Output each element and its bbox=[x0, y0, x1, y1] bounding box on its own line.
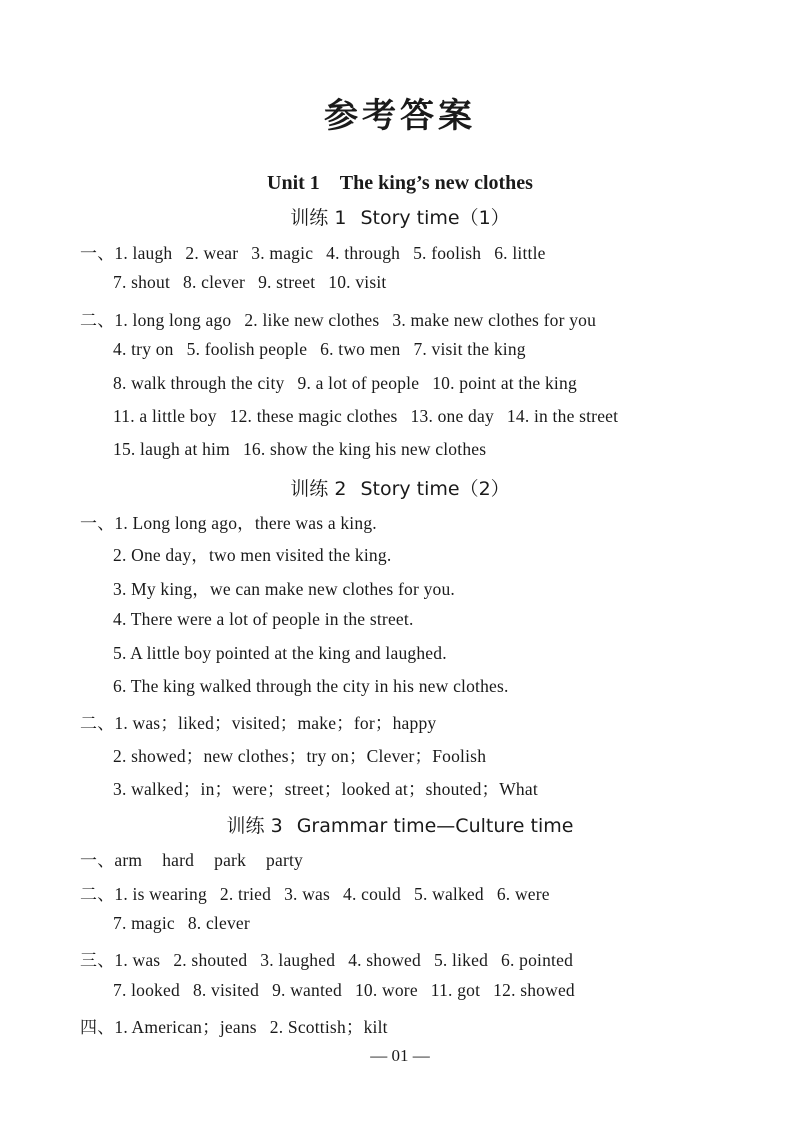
answer-item: 4. showed bbox=[348, 950, 421, 970]
answer-item: 3. laughed bbox=[260, 950, 336, 970]
answer-item: 5. liked bbox=[433, 950, 489, 970]
section-marker: 四、 bbox=[80, 1018, 115, 1038]
answer-item: 2. tried bbox=[219, 884, 272, 904]
answer-item: 7. magic bbox=[113, 913, 175, 933]
answer-sentence: 6. The king walked through the city in his new clothes. bbox=[113, 676, 509, 696]
lesson-name: Grammar time—Culture time bbox=[296, 815, 574, 837]
answer-item: 1. laugh bbox=[114, 243, 173, 263]
answer-item: 5. foolish bbox=[413, 243, 482, 263]
answer-sentence: 2. showed；new clothes；try on；Clever；Foolish bbox=[113, 746, 487, 766]
lesson1-part1-row1 bbox=[80, 239, 760, 264]
section-marker: 一、 bbox=[80, 244, 115, 264]
answer-item: 10. wore bbox=[354, 980, 418, 1000]
answer-item: 6. were bbox=[496, 884, 550, 904]
lesson3-part2-row1 bbox=[80, 880, 760, 905]
answer-item: 4. try on bbox=[113, 339, 174, 359]
lesson-2-heading bbox=[0, 474, 800, 501]
answer-item: 13. one day bbox=[410, 406, 494, 426]
answer-sentence: 1. Long long ago，there was a king. bbox=[114, 513, 377, 533]
section-marker: 一、 bbox=[80, 851, 115, 871]
answer-item: 2. like new clothes bbox=[244, 310, 380, 330]
answer-item: 8. visited bbox=[192, 980, 260, 1000]
answer-item: 4. could bbox=[343, 884, 401, 904]
answer-item: 3. make new clothes for you bbox=[392, 310, 597, 330]
answer-item: 15. laugh at him bbox=[113, 439, 230, 459]
lesson-1-heading bbox=[0, 203, 800, 230]
answer-item: 6. little bbox=[494, 243, 546, 263]
lesson1-part2-row1 bbox=[80, 306, 760, 331]
answer-item: 11. a little boy bbox=[113, 406, 217, 426]
lesson3-part3-row1 bbox=[80, 946, 760, 971]
lesson2-part1-row2 bbox=[113, 542, 793, 567]
lesson-3-heading bbox=[0, 811, 800, 838]
lesson1-part2-row3 bbox=[113, 373, 793, 394]
answer-item: 8. clever bbox=[183, 272, 246, 292]
answer-sentence: 3. walked；in；were；street；looked at；shouted；What bbox=[113, 779, 538, 799]
section-marker: 一、 bbox=[80, 514, 115, 534]
answer-item: 6. two men bbox=[320, 339, 401, 359]
answer-item: 8. walk through the city bbox=[113, 373, 285, 393]
lesson1-part2-row5 bbox=[113, 439, 793, 460]
unit-heading: Unit 1 The king’s new clothes bbox=[267, 172, 533, 194]
answer-item: 2. wear bbox=[185, 243, 239, 263]
lesson3-part1-row1 bbox=[80, 846, 760, 871]
answer-item: 5. walked bbox=[414, 884, 484, 904]
answer-sentence: 5. A little boy pointed at the king and laughed. bbox=[113, 643, 447, 663]
lesson1-part1-row2 bbox=[113, 272, 793, 293]
answer-sentence: 3. My king，we can make new clothes for you. bbox=[113, 579, 455, 599]
lesson3-part3-row2 bbox=[113, 980, 793, 1001]
answer-item: 2. Scottish；kilt bbox=[269, 1017, 388, 1037]
lesson-label: 训练 2 bbox=[290, 478, 347, 500]
lesson2-part1-row6 bbox=[113, 676, 793, 697]
lesson-name: Story time（1） bbox=[360, 207, 510, 229]
lesson-label: 训练 1 bbox=[290, 207, 347, 229]
lesson-name: Story time（2） bbox=[360, 478, 510, 500]
answer-item: arm bbox=[114, 850, 143, 870]
section-marker: 三、 bbox=[80, 951, 115, 971]
answer-item: 16. show the king his new clothes bbox=[242, 439, 487, 459]
answer-item: 14. in the street bbox=[506, 406, 619, 426]
section-marker: 二、 bbox=[80, 311, 115, 331]
answer-sentence: 1. was；liked；visited；make；for；happy bbox=[114, 713, 437, 733]
answer-item: 9. a lot of people bbox=[297, 373, 420, 393]
answer-item: 1. was bbox=[114, 950, 161, 970]
page-number: — 01 — bbox=[370, 1046, 430, 1065]
answer-item: 12. these magic clothes bbox=[229, 406, 398, 426]
answer-item: 4. through bbox=[326, 243, 401, 263]
lesson1-part2-row2 bbox=[113, 339, 793, 360]
answer-item: party bbox=[266, 850, 303, 870]
answer-sentence: 2. One day，two men visited the king. bbox=[113, 545, 392, 565]
answer-item: 7. looked bbox=[113, 980, 180, 1000]
answer-item: 9. wanted bbox=[272, 980, 342, 1000]
answer-item: 11. got bbox=[430, 980, 481, 1000]
lesson3-part2-row2 bbox=[113, 913, 793, 934]
answer-item: 3. was bbox=[284, 884, 331, 904]
lesson-label: 训练 3 bbox=[226, 815, 283, 837]
answer-item: 12. showed bbox=[493, 980, 575, 1000]
section-marker: 二、 bbox=[80, 885, 115, 905]
lesson2-part1-row5 bbox=[113, 643, 793, 664]
answer-item: 9. street bbox=[258, 272, 316, 292]
answer-item: 10. visit bbox=[328, 272, 387, 292]
answer-item: 3. magic bbox=[251, 243, 314, 263]
lesson2-part2-row3 bbox=[113, 776, 793, 801]
lesson2-part1-row4 bbox=[113, 609, 793, 630]
answer-item: 1. American；jeans bbox=[114, 1017, 257, 1037]
answer-item: park bbox=[214, 850, 247, 870]
answer-item: 2. shouted bbox=[173, 950, 248, 970]
answer-item: 8. clever bbox=[187, 913, 250, 933]
answer-item: 6. pointed bbox=[501, 950, 574, 970]
answer-item: 1. long long ago bbox=[114, 310, 232, 330]
lesson2-part1-row1 bbox=[80, 509, 760, 535]
lesson2-part1-row3 bbox=[113, 576, 793, 601]
lesson2-part2-row1 bbox=[80, 709, 760, 735]
page-title: 参考答案 bbox=[324, 96, 476, 136]
answer-item: 1. is wearing bbox=[114, 884, 207, 904]
lesson1-part2-row4 bbox=[113, 406, 793, 427]
answer-sentence: 4. There were a lot of people in the street. bbox=[113, 609, 414, 629]
lesson2-part2-row2 bbox=[113, 743, 793, 768]
answer-item: 7. visit the king bbox=[413, 339, 526, 359]
lesson3-part4-row1 bbox=[80, 1013, 760, 1039]
answer-item: 7. shout bbox=[113, 272, 171, 292]
section-marker: 二、 bbox=[80, 714, 115, 734]
answer-item: 10. point at the king bbox=[432, 373, 577, 393]
answer-item: hard bbox=[162, 850, 195, 870]
answer-item: 5. foolish people bbox=[186, 339, 308, 359]
